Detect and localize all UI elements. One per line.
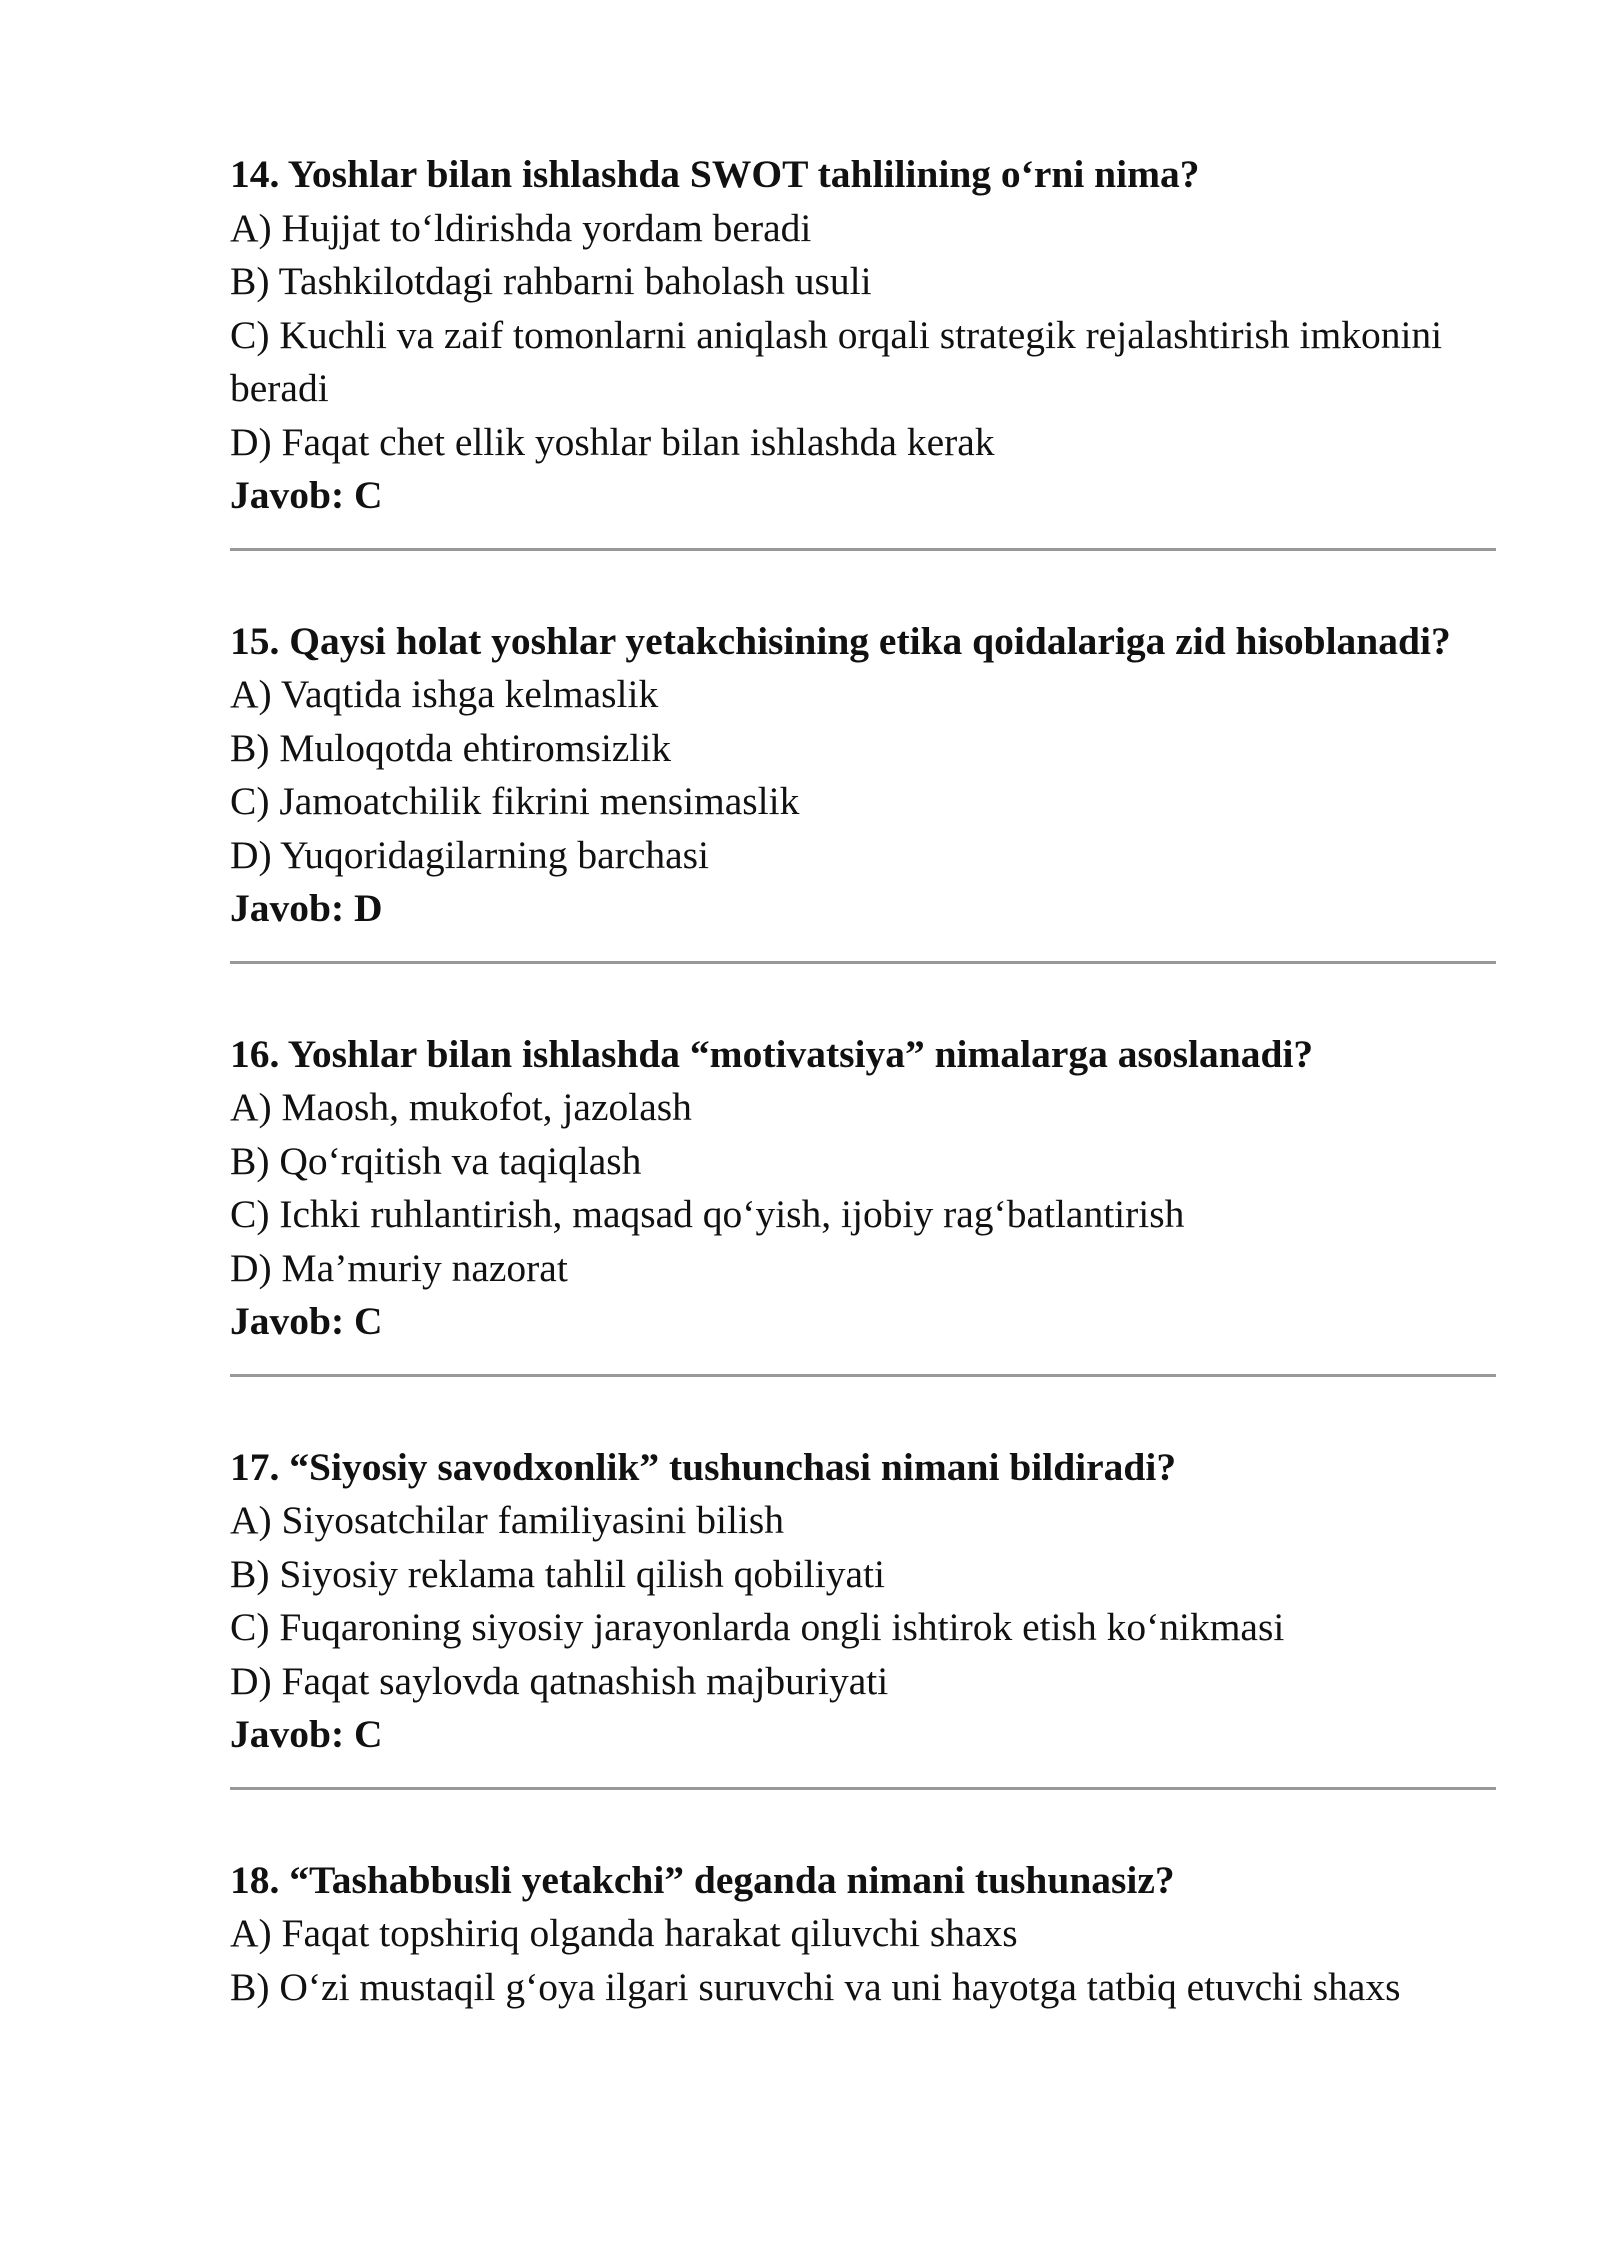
question-title: 15. Qaysi holat yoshlar yetakchisining etika qoidalariga zid hisoblanadi? <box>230 618 1451 663</box>
answer-label: Javob: D <box>230 886 383 930</box>
option-d: D) Faqat saylovda qatnashish majburiyati <box>230 1658 889 1703</box>
option-c: C) Kuchli va zaif tomonlarni aniqlash orqali strategik rejalashtirish imkonini beradi <box>230 312 1443 410</box>
option-b: B) Siyosiy reklama tahlil qilish qobiliyati <box>230 1551 885 1596</box>
question-title: 18. “Tashabbusli yetakchi” deganda nimani tushunasiz? <box>230 1857 1175 1902</box>
option-b: B) O‘zi mustaqil g‘oya ilgari suruvchi va uni hayotga tatbiq etuvchi shaxs <box>230 1964 1401 2009</box>
option-d: D) Ma’muriy nazorat <box>230 1245 568 1290</box>
divider <box>230 1787 1496 1790</box>
question-14 <box>230 148 1500 523</box>
option-b: B) Tashkilotdagi rahbarni baholash usuli <box>230 259 872 303</box>
option-d: D) Faqat chet ellik yoshlar bilan ishlashda kerak <box>230 419 995 464</box>
answer-label: Javob: C <box>230 1299 383 1343</box>
option-a: A) Faqat topshiriq olganda harakat qiluvchi shaxs <box>230 1911 1018 1955</box>
divider <box>230 961 1496 964</box>
option-c: C) Fuqaroning siyosiy jarayonlarda ongli ishtirok etish ko‘nikmasi <box>230 1605 1285 1649</box>
question-title: 17. “Siyosiy savodxonlik” tushunchasi nimani bildiradi? <box>230 1444 1177 1489</box>
option-c: C) Jamoatchilik fikrini mensimaslik <box>230 779 800 823</box>
option-a: A) Vaqtida ishga kelmaslik <box>230 672 659 716</box>
option-a: A) Hujjat to‘ldirishda yordam beradi <box>230 205 812 250</box>
answer-label: Javob: C <box>230 473 383 517</box>
option-c: C) Ichki ruhlantirish, maqsad qo‘yish, ijobiy rag‘batlantirish <box>230 1192 1185 1236</box>
divider <box>230 548 1496 551</box>
divider <box>230 1374 1496 1377</box>
question-title: 14. Yoshlar bilan ishlashda SWOT tahlilining o‘rni nima? <box>230 152 1200 196</box>
option-b: B) Qo‘rqitish va taqiqlash <box>230 1138 642 1183</box>
option-a: A) Siyosatchilar familiyasini bilish <box>230 1498 785 1542</box>
option-d: D) Yuqoridagilarning barchasi <box>230 832 709 877</box>
question-17 <box>230 1441 1500 1762</box>
document-page <box>230 148 1500 2014</box>
option-b: B) Muloqotda ehtiromsizlik <box>230 725 672 770</box>
option-a: A) Maosh, mukofot, jazolash <box>230 1085 692 1129</box>
question-title: 16. Yoshlar bilan ishlashda “motivatsiya” nimalarga asoslanadi? <box>230 1031 1314 1076</box>
question-16 <box>230 1028 1500 1349</box>
question-18 <box>230 1854 1500 2015</box>
answer-label: Javob: C <box>230 1712 383 1756</box>
question-15 <box>230 615 1500 936</box>
